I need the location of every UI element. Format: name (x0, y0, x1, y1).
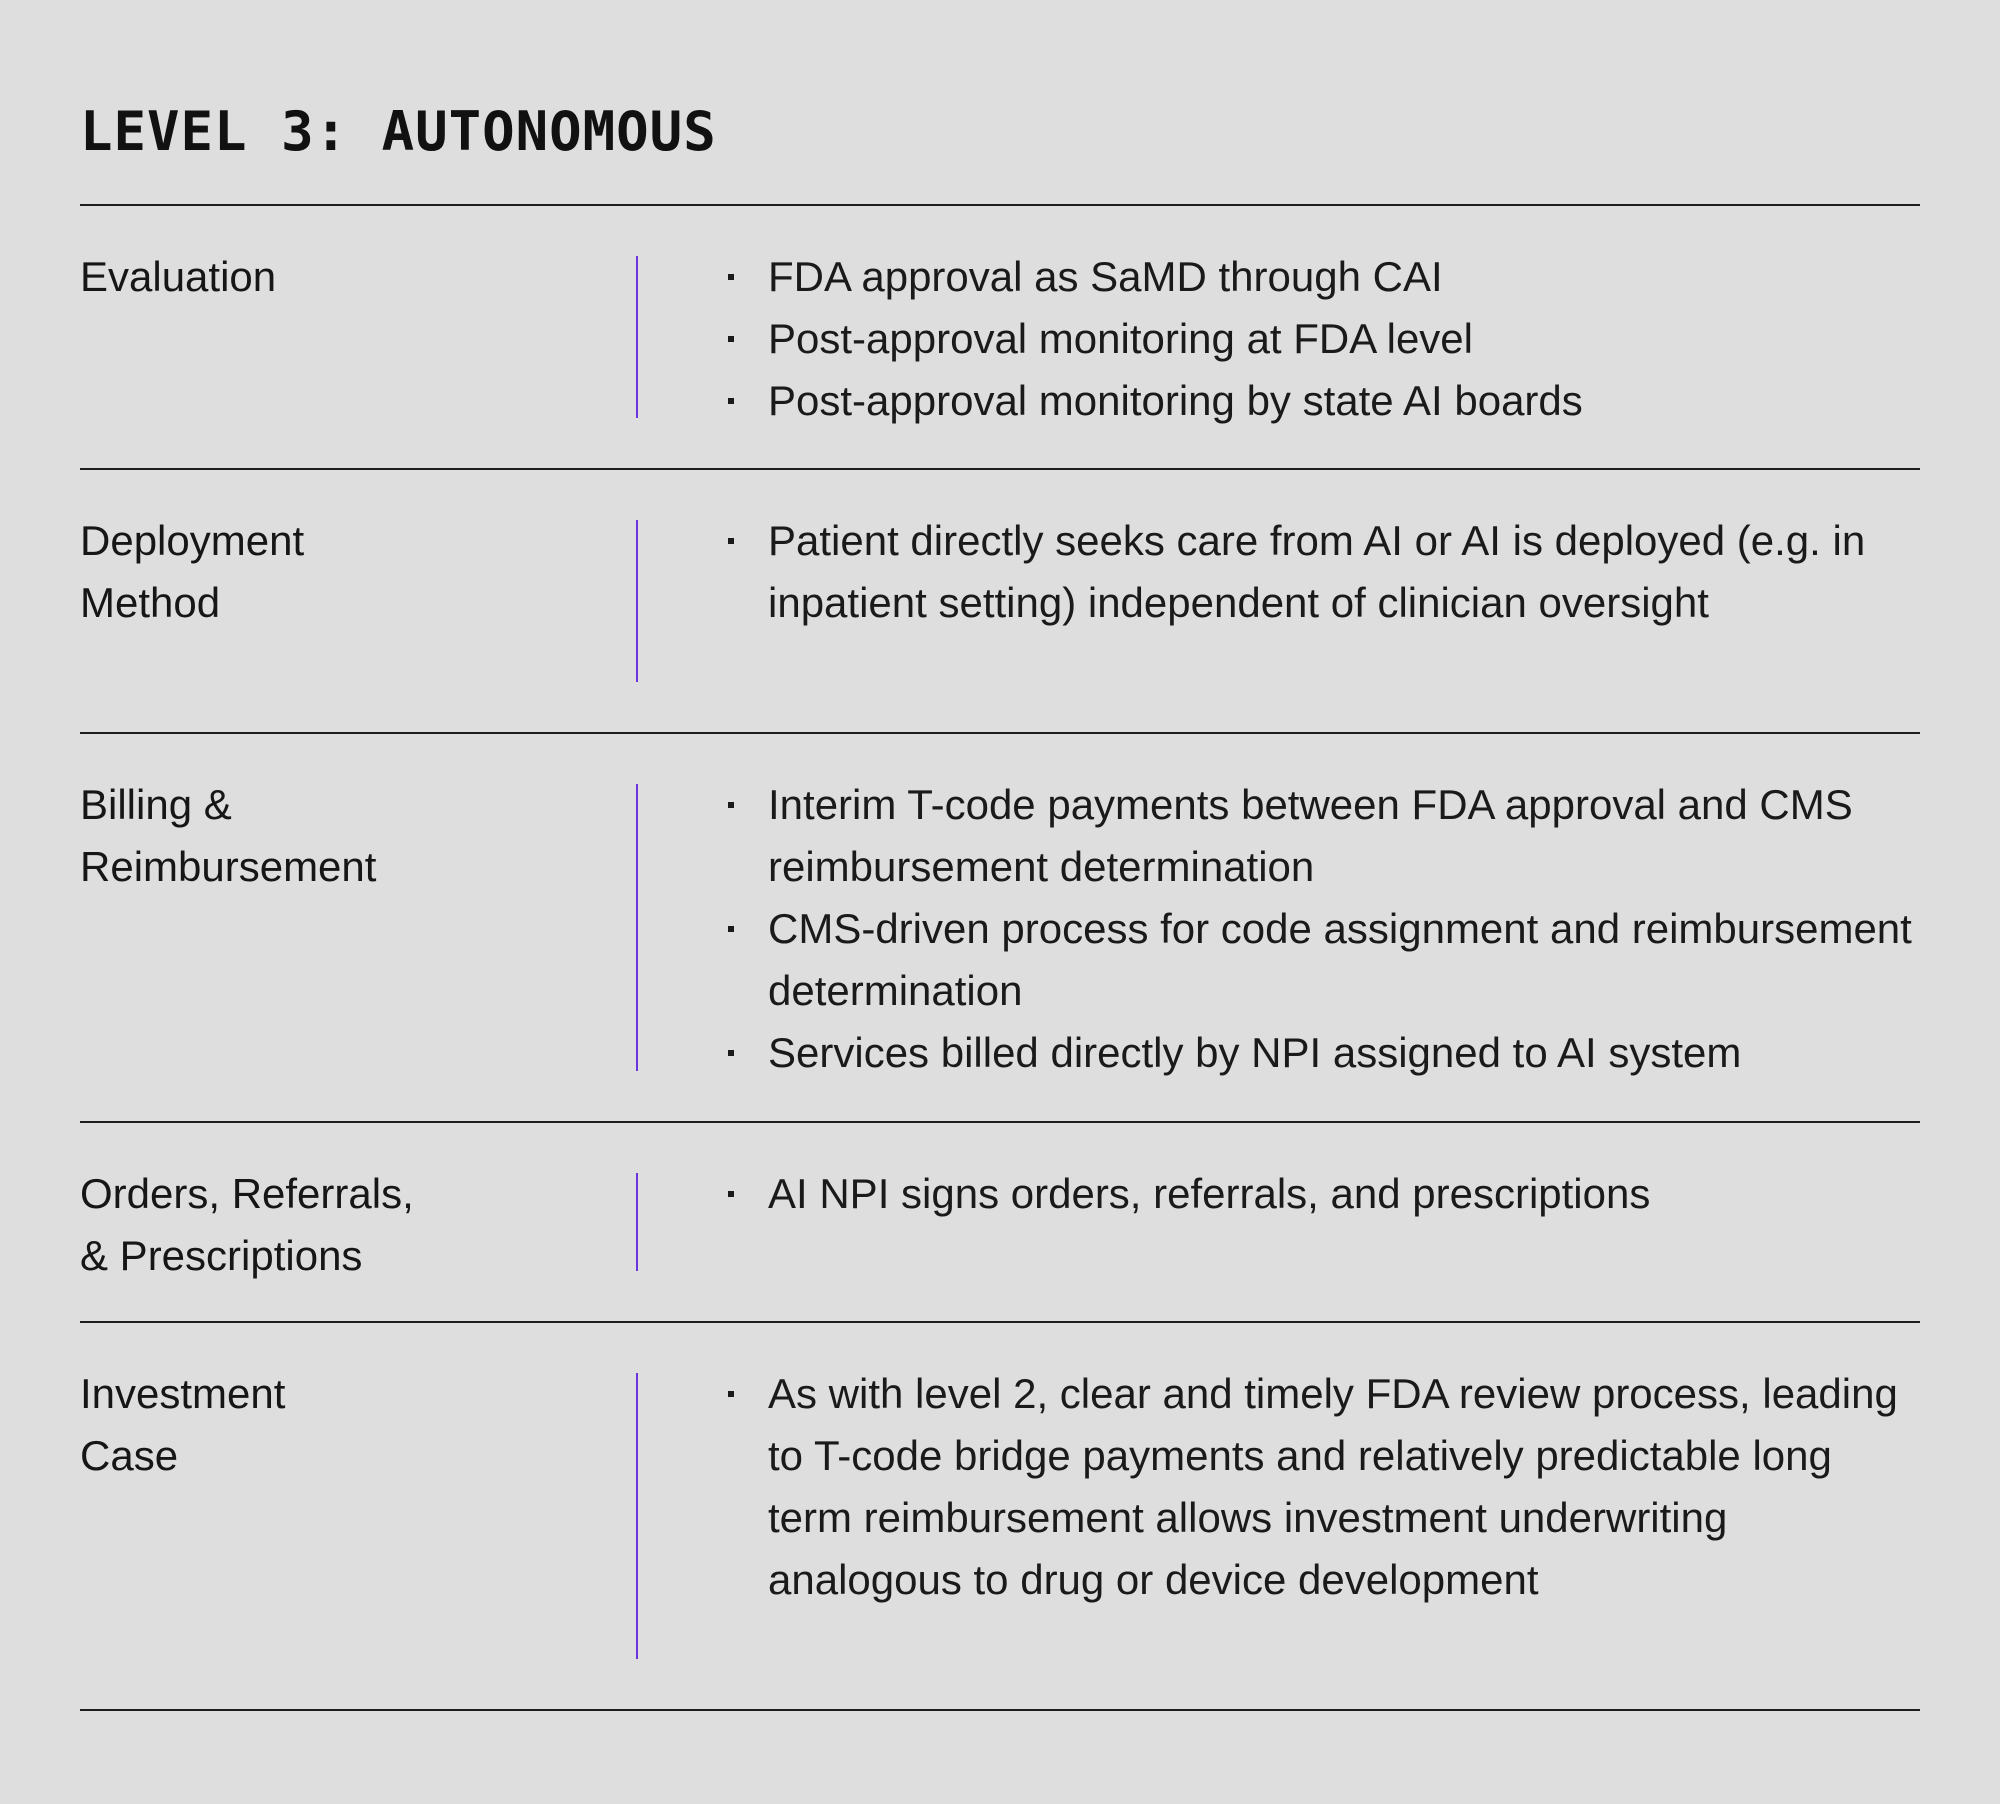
row-items (726, 1163, 1920, 1271)
list-item (726, 246, 1920, 308)
row-label: Orders, Referrals, & Prescriptions (80, 1170, 414, 1279)
row-deployment-method (80, 470, 1920, 734)
row-items (726, 510, 1920, 682)
list-item-text: Interim T-code payments between FDA approval and CMS reimbursement determination (768, 781, 1853, 890)
list-item-text: Patient directly seeks care from AI or AI is deployed (e.g. in inpatient setting) independent of clinician oversight (768, 517, 1866, 626)
bullet-icon (728, 1391, 734, 1397)
bullet-icon (728, 336, 734, 342)
bullet-icon (728, 398, 734, 404)
row-divider (636, 256, 638, 418)
list-item (726, 898, 1920, 1022)
list-item (726, 1022, 1920, 1084)
bullet-icon (728, 1191, 734, 1197)
list-item-text: Post-approval monitoring by state AI boards (768, 377, 1583, 424)
row-billing-reimbursement (80, 734, 1920, 1123)
row-divider (636, 1173, 638, 1271)
list-item-text: FDA approval as SaMD through CAI (768, 253, 1443, 300)
list-item-text: Services billed directly by NPI assigned to AI system (768, 1029, 1742, 1076)
row-label: Billing & Reimbursement (80, 781, 377, 890)
row-investment-case (80, 1323, 1920, 1711)
row-label: Investment Case (80, 1370, 286, 1479)
framework-table (80, 204, 1920, 1711)
row-evaluation (80, 206, 1920, 470)
row-orders-referrals-prescriptions (80, 1123, 1920, 1323)
list-item-text: As with level 2, clear and timely FDA review process, leading to T-code bridge payments and relatively predictable long term reimbursement allows investment underwriting analogous to drug or device development (768, 1370, 1898, 1603)
bullet-icon (728, 538, 734, 544)
row-divider (636, 784, 638, 1071)
row-items (726, 1363, 1920, 1659)
list-item (726, 308, 1920, 370)
list-item (726, 1163, 1920, 1225)
bullet-icon (728, 274, 734, 280)
page-title: LEVEL 3: AUTONOMOUS (80, 100, 717, 163)
bullet-icon (728, 926, 734, 932)
row-divider (636, 1373, 638, 1659)
row-label: Evaluation (80, 253, 277, 300)
list-item (726, 774, 1920, 898)
row-divider (636, 520, 638, 682)
list-item-text: AI NPI signs orders, referrals, and prescriptions (768, 1170, 1651, 1217)
list-item (726, 370, 1920, 432)
row-items (726, 774, 1920, 1076)
row-label: Deployment Method (80, 517, 305, 626)
list-item (726, 1363, 1920, 1611)
row-items (726, 246, 1920, 424)
list-item-text: CMS-driven process for code assignment and reimbursement determination (768, 905, 1912, 1014)
bullet-icon (728, 1050, 734, 1056)
list-item (726, 510, 1920, 634)
bullet-icon (728, 802, 734, 808)
list-item-text: Post-approval monitoring at FDA level (768, 315, 1473, 362)
